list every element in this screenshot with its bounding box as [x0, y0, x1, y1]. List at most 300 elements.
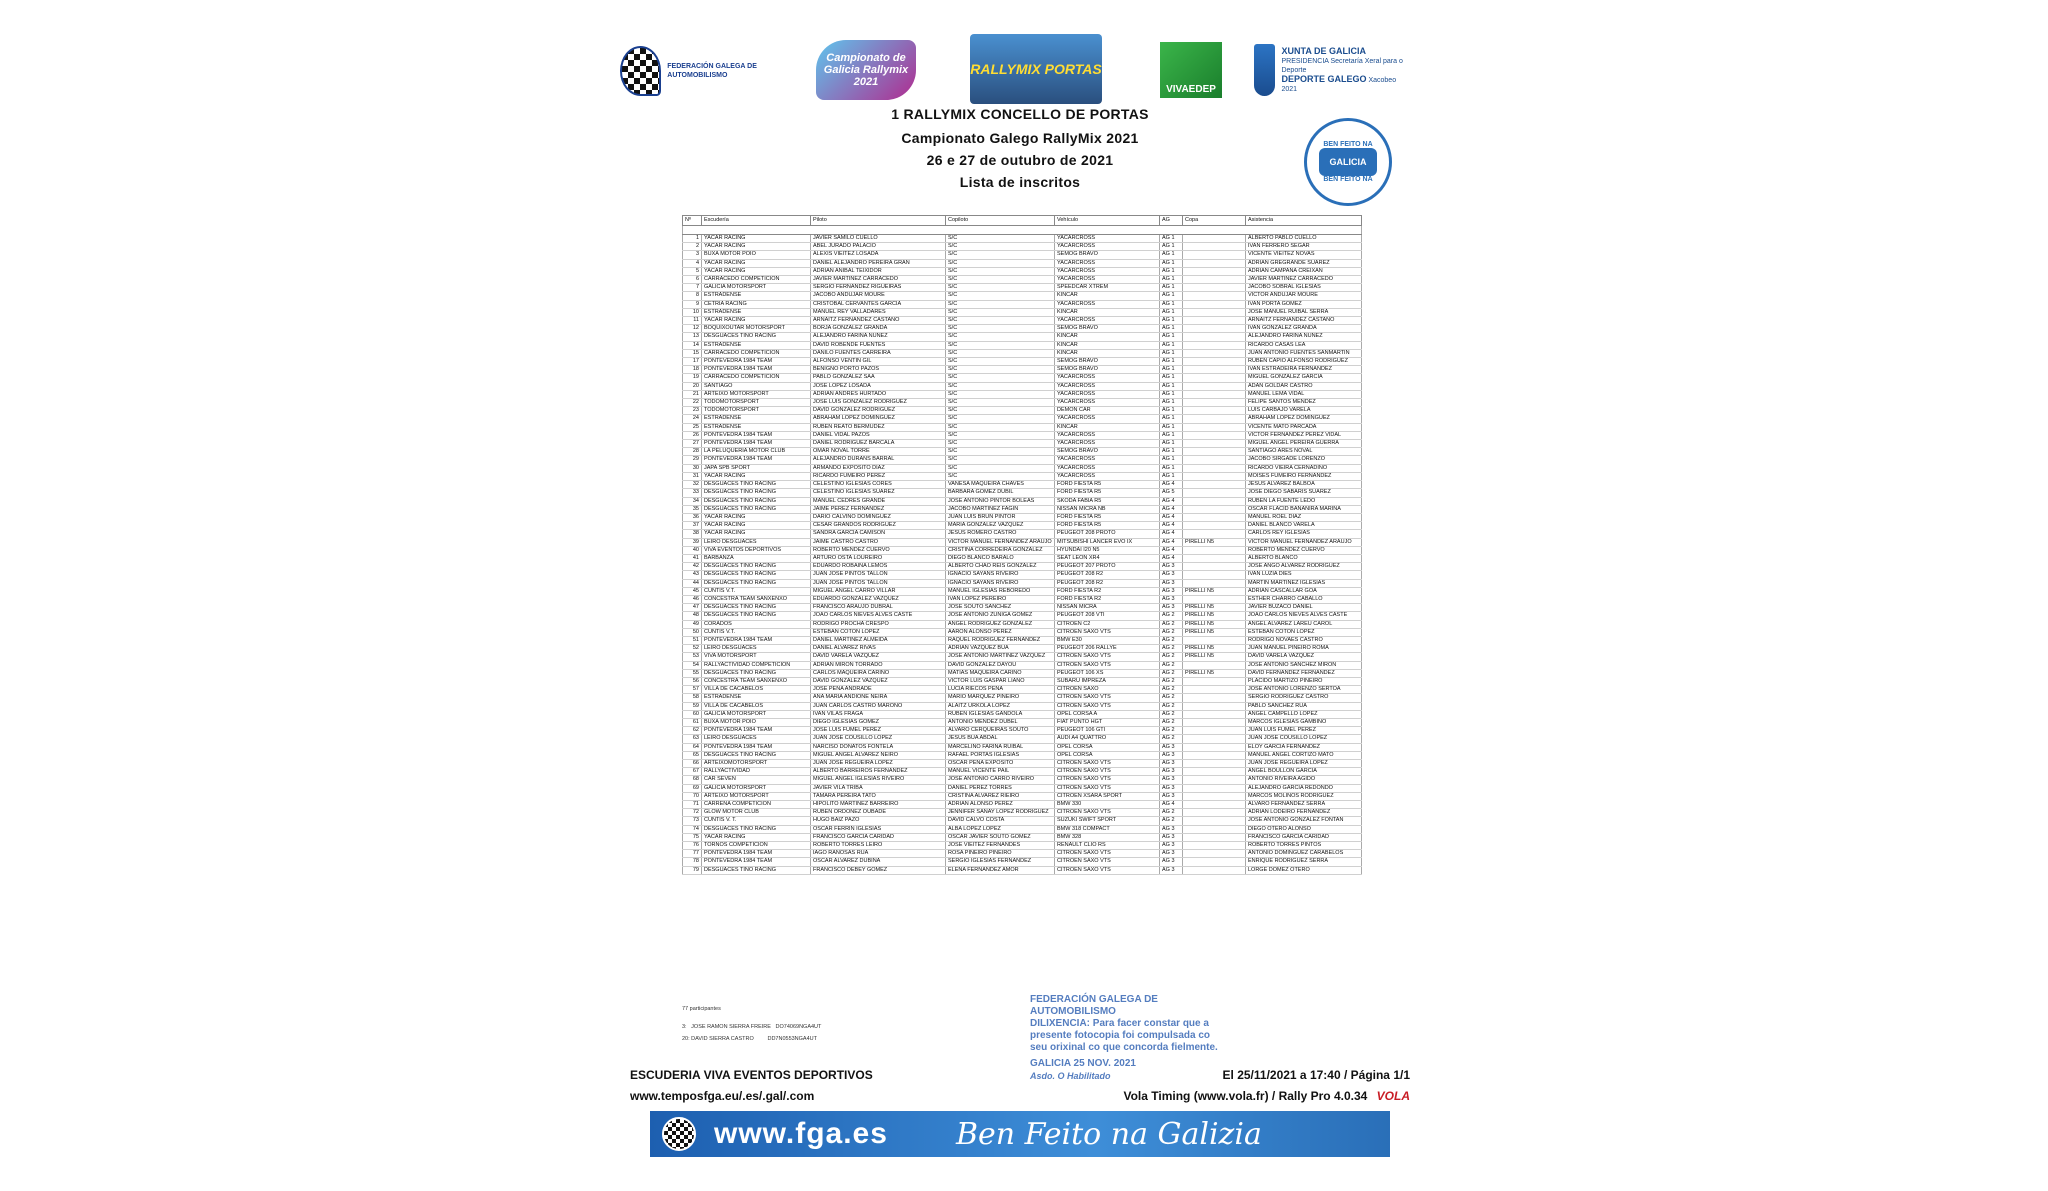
cell-codriver: S/C [946, 243, 1055, 251]
cell-team: CETRIA RACING [702, 300, 811, 308]
cell-driver: IAGO RAÑOSAS RUA [811, 850, 946, 858]
cell-vehicle: KINCAR [1055, 333, 1160, 341]
cell-group: AG 2 [1160, 735, 1183, 743]
cell-group: AG 1 [1160, 415, 1183, 423]
cell-codriver: ALVARO CERQUEIRAS SOUTO [946, 727, 1055, 735]
cell-vehicle: DEMON CAR [1055, 407, 1160, 415]
cell-vehicle: KINCAR [1055, 292, 1160, 300]
cell-no: 29 [683, 456, 702, 464]
cell-driver: JOSE LUIS FUMEL PEREZ [811, 727, 946, 735]
cell-team: GALICIA MOTORSPORT [702, 784, 811, 792]
cell-cup [1183, 235, 1246, 243]
cell-driver: CARLOS MAQUEIRA CARIÑO [811, 669, 946, 677]
cell-assistance: ESTHER CHARRO CABALLO [1246, 595, 1362, 603]
cell-group: AG 1 [1160, 382, 1183, 390]
cell-assistance: MIGUEL GONZALEZ GARCIA [1246, 374, 1362, 382]
cell-cup [1183, 390, 1246, 398]
cell-vehicle: YACARCROSS [1055, 317, 1160, 325]
cell-codriver: JOSE ANTONIO PINTOR BOLEAS [946, 497, 1055, 505]
table-row [683, 636, 1362, 644]
cell-assistance: ALEJANDRO GARCÍA REDONDO [1246, 784, 1362, 792]
cell-driver: ABEL JURADO PALACIO [811, 243, 946, 251]
cell-vehicle: AUDI A4 QUATTRO [1055, 735, 1160, 743]
cell-codriver: ALBA LOPEZ LÓPEZ [946, 825, 1055, 833]
cell-group: AG 2 [1160, 809, 1183, 817]
cell-group: AG 4 [1160, 801, 1183, 809]
cell-vehicle: CITROEN SAXO VTS [1055, 694, 1160, 702]
cell-driver: OSCAR FERRIN IGLESIAS [811, 825, 946, 833]
cell-cup [1183, 735, 1246, 743]
cell-no: 27 [683, 440, 702, 448]
cell-driver: DARIO CALVIÑO DOMINGUEZ [811, 513, 946, 521]
cell-no: 24 [683, 415, 702, 423]
cell-assistance: DIEGO OTERO ALONSO [1246, 825, 1362, 833]
cell-no: 69 [683, 784, 702, 792]
cell-group: AG 1 [1160, 333, 1183, 341]
cell-codriver: ALAITZ URKOLA LOPEZ [946, 702, 1055, 710]
cell-assistance: LORGE DOMEZ OTERO [1246, 866, 1362, 874]
cell-vehicle: BMW E30 [1055, 636, 1160, 644]
cell-assistance: JOSE ANTONIO GONZALEZ FONTAN [1246, 817, 1362, 825]
cell-assistance: VICTOR MANUEL FERNANDEZ ARAUJO [1246, 538, 1362, 546]
cell-codriver: JOSE ANTONIO CARRO RIVEIRO [946, 776, 1055, 784]
cell-cup [1183, 686, 1246, 694]
table-row [683, 743, 1362, 751]
cell-team: BUXA MOTOR POIO [702, 718, 811, 726]
cell-no: 10 [683, 308, 702, 316]
table-row [683, 333, 1362, 341]
cell-driver: MIGUEL ANGEL ALVAREZ NEIRO [811, 751, 946, 759]
cell-cup [1183, 546, 1246, 554]
cell-driver: CESAR GRANDOS RODRIGUEZ [811, 522, 946, 530]
cell-cup [1183, 415, 1246, 423]
cell-cup [1183, 702, 1246, 710]
cell-cup [1183, 522, 1246, 530]
cell-codriver: SERGIO IGLESIAS FERNÁNDEZ [946, 858, 1055, 866]
cell-codriver: JOSE SOUTO SANCHEZ [946, 604, 1055, 612]
cell-codriver: S/C [946, 399, 1055, 407]
cell-codriver: S/C [946, 317, 1055, 325]
cell-no: 38 [683, 530, 702, 538]
cell-team: DESGUACES TINO RACING [702, 669, 811, 677]
table-row [683, 423, 1362, 431]
cell-assistance: ALBERTO BLANCO [1246, 554, 1362, 562]
cell-assistance: JOSE ANGO ALVAREZ RODRIGUEZ [1246, 563, 1362, 571]
cell-cup [1183, 850, 1246, 858]
cell-vehicle: FORD FIESTA R5 [1055, 513, 1160, 521]
table-row [683, 251, 1362, 259]
cell-no: 7 [683, 284, 702, 292]
cell-vehicle: YACARCROSS [1055, 440, 1160, 448]
cell-no: 63 [683, 735, 702, 743]
cell-cup: PIRELLI N5 [1183, 653, 1246, 661]
ben-feito-seal [1304, 118, 1392, 206]
cell-vehicle: YACARCROSS [1055, 399, 1160, 407]
cell-cup [1183, 333, 1246, 341]
cell-cup [1183, 768, 1246, 776]
cell-cup [1183, 579, 1246, 587]
cell-codriver: S/C [946, 276, 1055, 284]
cell-no: 3 [683, 251, 702, 259]
cell-vehicle: YACARCROSS [1055, 415, 1160, 423]
vivaedep-logo: VIVAEDEP [1160, 42, 1222, 98]
table-row [683, 604, 1362, 612]
cell-vehicle: SEAT LEON XR4 [1055, 554, 1160, 562]
cell-driver: HIPOLITO MARTINEZ BARREIRO [811, 801, 946, 809]
cell-codriver: S/C [946, 284, 1055, 292]
cell-team: CUNTIS V.T. [702, 587, 811, 595]
cell-group: AG 2 [1160, 628, 1183, 636]
cell-cup [1183, 464, 1246, 472]
cell-vehicle: KINCAR [1055, 341, 1160, 349]
cell-no: 60 [683, 710, 702, 718]
cell-assistance: ROBERTO MENDEZ CUERVO [1246, 546, 1362, 554]
cell-driver: NARCISO DONATOS FONTELA [811, 743, 946, 751]
cell-group: AG 4 [1160, 497, 1183, 505]
cell-codriver: ROSA PIÑEIRO PIÑEIRO [946, 850, 1055, 858]
cell-driver: ALEJANDRO DURANS BARRAL [811, 456, 946, 464]
cell-vehicle: PEUGEOT 106 GTI [1055, 727, 1160, 735]
cell-vehicle: SEMOG BRAVO [1055, 366, 1160, 374]
cell-assistance: RICARDO CASAS LEA [1246, 341, 1362, 349]
cell-group: AG 1 [1160, 317, 1183, 325]
xunta-logo [1254, 40, 1404, 100]
cell-no: 50 [683, 628, 702, 636]
cell-cup [1183, 743, 1246, 751]
cell-team: DESGUACES TINO RACING [702, 563, 811, 571]
table-row [683, 505, 1362, 513]
table-row [683, 809, 1362, 817]
cell-assistance: DANIEL BLANCO VARELA [1246, 522, 1362, 530]
cell-group: AG 1 [1160, 366, 1183, 374]
table-row [683, 792, 1362, 800]
cell-group: AG 1 [1160, 464, 1183, 472]
cell-group: AG 3 [1160, 563, 1183, 571]
cell-group: AG 3 [1160, 776, 1183, 784]
cell-driver: MANUEL REY VALLADARES [811, 308, 946, 316]
cell-assistance: JAVIER MARTINEZ CARRACEDO [1246, 276, 1362, 284]
cell-group: AG 1 [1160, 349, 1183, 357]
cell-group: AG 1 [1160, 456, 1183, 464]
table-row [683, 801, 1362, 809]
cell-group: AG 3 [1160, 751, 1183, 759]
cell-team: CARREÑA COMPETICION [702, 801, 811, 809]
cell-no: 79 [683, 866, 702, 874]
cell-vehicle: PEUGEOT 106 XS [1055, 669, 1160, 677]
cell-codriver: S/C [946, 267, 1055, 275]
cell-driver: JUAN JOSE REGUEIRA LOPEZ [811, 760, 946, 768]
cell-team: ESTRADENSE [702, 415, 811, 423]
cell-group: AG 3 [1160, 587, 1183, 595]
cell-group: AG 1 [1160, 374, 1183, 382]
cell-assistance: ALBERTO PABLO CUELLO [1246, 235, 1362, 243]
cell-vehicle: YACARCROSS [1055, 464, 1160, 472]
cell-no: 12 [683, 325, 702, 333]
cell-vehicle: CITROEN SAXO VTS [1055, 760, 1160, 768]
cell-driver: MANUEL CEDRES GRANDE [811, 497, 946, 505]
banner-url[interactable]: www.fga.es [714, 1117, 888, 1150]
cell-no: 13 [683, 333, 702, 341]
cell-team: PONTEVEDRA 1984 TEAM [702, 743, 811, 751]
cell-driver: DANILO FUENTES CARREIRA [811, 349, 946, 357]
cell-group: AG 5 [1160, 489, 1183, 497]
cell-assistance: ANGEL CAMPELLO LOPEZ [1246, 710, 1362, 718]
cell-team: CARRACEDO COMPETICIÓN [702, 349, 811, 357]
cell-vehicle: CITROEN SAXO VTS [1055, 809, 1160, 817]
print-timestamp: El 25/11/2021 a 17:40 / Página 1/1 [1222, 1068, 1410, 1082]
cell-group: AG 4 [1160, 538, 1183, 546]
cell-group: AG 2 [1160, 653, 1183, 661]
cell-vehicle: CITROEN SAXO VTS [1055, 858, 1160, 866]
cell-vehicle: YACARCROSS [1055, 243, 1160, 251]
cell-codriver: MARCELINO FARIÑA RUIBAL [946, 743, 1055, 751]
table-row [683, 735, 1362, 743]
cell-group: AG 2 [1160, 727, 1183, 735]
table-row [683, 784, 1362, 792]
cell-cup [1183, 718, 1246, 726]
cell-assistance: ENRIQUE RODRIGUEZ SERRA [1246, 858, 1362, 866]
cell-codriver: S/C [946, 349, 1055, 357]
cell-vehicle: NISSAN MICRA NB [1055, 505, 1160, 513]
table-row [683, 431, 1362, 439]
cell-group: AG 3 [1160, 784, 1183, 792]
cell-vehicle: FORD FIESTA R2 [1055, 595, 1160, 603]
cell-vehicle: FORD FIESTA R5 [1055, 489, 1160, 497]
cell-driver: DAVID ROBENDE FUENTES [811, 341, 946, 349]
cell-group: AG 3 [1160, 571, 1183, 579]
table-row [683, 399, 1362, 407]
cell-team: CONCESTRA TEAM SANXENXO [702, 677, 811, 685]
cell-driver: ALEXIS VIEITEZ LOSADA [811, 251, 946, 259]
cell-codriver: BARBARA GOMEZ DUBIL [946, 489, 1055, 497]
cell-driver: BENIGNO PORTO PAZOS [811, 366, 946, 374]
cell-cup [1183, 513, 1246, 521]
cell-driver: RODRIGO PROCHA CRESPO [811, 620, 946, 628]
cell-codriver: S/C [946, 407, 1055, 415]
cell-group: AG 1 [1160, 423, 1183, 431]
event-dates: 26 e 27 de outubro de 2021 [926, 152, 1114, 168]
cell-cup [1183, 366, 1246, 374]
cell-driver: ABRAHAM LÓPEZ DOMÍNGUEZ [811, 415, 946, 423]
cell-no: 21 [683, 390, 702, 398]
cell-cup [1183, 472, 1246, 480]
table-row [683, 267, 1362, 275]
cell-codriver: ANGEL RODRIGUEZ GONZALEZ [946, 620, 1055, 628]
table-row [683, 776, 1362, 784]
cell-assistance: SERGIO RODRIGUEZ CASTRO [1246, 694, 1362, 702]
cell-vehicle: OPEL CORSA [1055, 743, 1160, 751]
cell-no: 51 [683, 636, 702, 644]
cell-codriver: CRISTINA CORREDEIRA GONZALEZ [946, 546, 1055, 554]
cell-assistance: MARCOS MOLINOS RODRIGUEZ [1246, 792, 1362, 800]
table-row [683, 472, 1362, 480]
table-row [683, 669, 1362, 677]
cell-team: PONTEVEDRA 1984 TEAM [702, 366, 811, 374]
cell-assistance: IVAN ESTRADEIRA FERNANDEZ [1246, 366, 1362, 374]
cell-no: 41 [683, 554, 702, 562]
cell-driver: OSCAR ALVAREZ DUBIÑA [811, 858, 946, 866]
cell-team: ARTEIXO MOTORSPORT [702, 792, 811, 800]
col-vehicle: Vehículo [1055, 216, 1160, 226]
cell-team: BOQUIXOUTAR MOTORSPORT [702, 325, 811, 333]
cell-cup [1183, 267, 1246, 275]
table-row [683, 645, 1362, 653]
cell-group: AG 2 [1160, 636, 1183, 644]
cell-no: 75 [683, 833, 702, 841]
cell-group: AG 3 [1160, 743, 1183, 751]
cell-vehicle: YACARCROSS [1055, 235, 1160, 243]
cell-team: VIVA EVENTOS DEPORTIVOS [702, 546, 811, 554]
cell-no: 67 [683, 768, 702, 776]
cell-codriver: VICTOR MANUEL FERNANDEZ ARAUJO [946, 538, 1055, 546]
cell-assistance: JUAN ANTONIO FUENTES SANMARTIN [1246, 349, 1362, 357]
cell-team: CAR SEVEN [702, 776, 811, 784]
cell-assistance: FRANCISCO GARCIA CARIDAD [1246, 833, 1362, 841]
cell-codriver: ALBERTO CHAO REIS GONZALEZ [946, 563, 1055, 571]
cell-vehicle: OPEL CORSA [1055, 751, 1160, 759]
cell-no: 66 [683, 760, 702, 768]
cell-codriver: LUCIA RIECOS PENA [946, 686, 1055, 694]
cell-no: 46 [683, 595, 702, 603]
cell-assistance: PABLO SANCHEZ RUA [1246, 702, 1362, 710]
cell-driver: JOAO CARLOS NIEVES ALVES CASTE [811, 612, 946, 620]
cell-driver: DAVID VARELA VAZQUEZ [811, 653, 946, 661]
cell-vehicle: FIAT PUNTO HGT [1055, 718, 1160, 726]
cell-vehicle: HYUNDAI I20 N5 [1055, 546, 1160, 554]
cell-team: CARRACEDO COMPETICIÓN [702, 374, 811, 382]
cell-group: AG 3 [1160, 825, 1183, 833]
cell-vehicle: YACARCROSS [1055, 431, 1160, 439]
xunta-subtitle: PRESIDENCIA Secretaría Xeral para o Deporte [1281, 57, 1403, 74]
cell-cup [1183, 866, 1246, 874]
col-cup: Copa [1183, 216, 1246, 226]
cell-team: DESGUACES TINO RACING [702, 604, 811, 612]
cell-driver: JACOBO ANDUJAR MOURE [811, 292, 946, 300]
cell-no: 45 [683, 587, 702, 595]
cell-no: 65 [683, 751, 702, 759]
cell-no: 15 [683, 349, 702, 357]
table-row [683, 620, 1362, 628]
cell-no: 58 [683, 694, 702, 702]
cell-driver: PABLO GONZALEZ SAA [811, 374, 946, 382]
cell-team: PONTEVEDRA 1984 TEAM [702, 850, 811, 858]
cell-no: 30 [683, 464, 702, 472]
cell-assistance: ROBERTO TORRES PINTOS [1246, 842, 1362, 850]
cell-vehicle: KINCAR [1055, 308, 1160, 316]
cell-team: LEIRO DESGUACES [702, 735, 811, 743]
cell-group: AG 2 [1160, 661, 1183, 669]
cell-team: RALLYACTIVIDAD [702, 768, 811, 776]
vola-logo: VOLA [1376, 1089, 1410, 1103]
footer-bottom [630, 1089, 1410, 1103]
stamp-federation: FEDERACIÓN GALEGA DE AUTOMOBILISMO [1030, 994, 1158, 1017]
col-group: AG [1160, 216, 1183, 226]
cell-vehicle: NISSAN MICRA [1055, 604, 1160, 612]
cell-codriver: RAFAEL PORTAS IGLESIAS [946, 751, 1055, 759]
cell-no: 52 [683, 645, 702, 653]
cell-group: AG 3 [1160, 858, 1183, 866]
cell-codriver: S/C [946, 431, 1055, 439]
cell-no: 39 [683, 538, 702, 546]
cell-driver: ARNAITZ FERNANDEZ CASTAÑO [811, 317, 946, 325]
table-row [683, 686, 1362, 694]
cell-no: 62 [683, 727, 702, 735]
cell-team: DESGUACES TINO RACING [702, 489, 811, 497]
fga-banner [650, 1111, 1390, 1157]
cell-team: YACAR RACING [702, 522, 811, 530]
cell-assistance: MARTIN MARTINEZ IGLESIAS [1246, 579, 1362, 587]
cell-team: DESGUACES TINO RACING [702, 751, 811, 759]
cell-cup [1183, 349, 1246, 357]
cell-driver: JAIME CASTRO CASTRO [811, 538, 946, 546]
table-row [683, 628, 1362, 636]
cell-group: AG 3 [1160, 833, 1183, 841]
cell-team: ARTEIXO MOTORSPORT [702, 390, 811, 398]
cell-assistance: ADRIAN CAMPAÑA CREIXAN [1246, 267, 1362, 275]
cell-cup [1183, 284, 1246, 292]
table-row [683, 464, 1362, 472]
cell-assistance: SANTIAGO ARES NOVAL [1246, 448, 1362, 456]
cell-assistance: ADAN GOLDAR CASTRO [1246, 382, 1362, 390]
cell-team: GALICIA MOTORSPORT [702, 284, 811, 292]
cell-cup [1183, 431, 1246, 439]
cell-assistance: ARNAITZ FERNANDEZ CASTAÑO [1246, 317, 1362, 325]
table-row [683, 546, 1362, 554]
cell-group: AG 1 [1160, 259, 1183, 267]
table-row [683, 768, 1362, 776]
cell-codriver: S/C [946, 415, 1055, 423]
cell-vehicle: PEUGEOT 206 RALLYE [1055, 645, 1160, 653]
cell-codriver: S/C [946, 325, 1055, 333]
results-website[interactable]: www.temposfga.eu/.es/.gal/.com [630, 1089, 815, 1103]
table-row [683, 842, 1362, 850]
cell-cup [1183, 842, 1246, 850]
cell-assistance: JAVIER BUZACO DANIEL [1246, 604, 1362, 612]
cell-codriver: S/C [946, 464, 1055, 472]
cell-driver: ADRIAN MIRON TORRADO [811, 661, 946, 669]
cell-cup [1183, 456, 1246, 464]
cell-driver: ALEJANDRO FARIÑA NUÑEZ [811, 333, 946, 341]
organizer: ESCUDERIA VIVA EVENTOS DEPORTIVOS [630, 1068, 873, 1082]
cell-driver: JAVIER VILA TRIBA [811, 784, 946, 792]
cell-group: AG 2 [1160, 694, 1183, 702]
cell-group: AG 4 [1160, 546, 1183, 554]
cell-no: 40 [683, 546, 702, 554]
cell-assistance: ANTONIO DOMINGUEZ CARABELOS [1246, 850, 1362, 858]
cell-assistance: ADRIAN CASCALLAR GÓA [1246, 587, 1362, 595]
cell-group: AG 1 [1160, 235, 1183, 243]
cell-no: 53 [683, 653, 702, 661]
cell-driver: DIEGO IGLESIAS GÓMEZ [811, 718, 946, 726]
cell-no: 73 [683, 817, 702, 825]
cell-vehicle: KINCAR [1055, 349, 1160, 357]
cell-assistance: DAVID FERNANDEZ FERNANDEZ [1246, 669, 1362, 677]
cell-assistance: JUAN LUIS FUMEL PEREZ [1246, 727, 1362, 735]
table-row [683, 358, 1362, 366]
cell-group: AG 1 [1160, 341, 1183, 349]
sponsor-logos [620, 40, 1420, 102]
cell-group: AG 2 [1160, 718, 1183, 726]
cell-cup [1183, 710, 1246, 718]
cell-no: 4 [683, 259, 702, 267]
cell-no: 28 [683, 448, 702, 456]
cell-group: AG 2 [1160, 620, 1183, 628]
cell-team: YACAR RACING [702, 513, 811, 521]
cell-codriver: DAVID GONZALEZ DAYOU [946, 661, 1055, 669]
cell-driver: JAVIER MARTINEZ CARRACEDO [811, 276, 946, 284]
table-row [683, 390, 1362, 398]
cell-assistance: MANUEL ROEL DIAZ [1246, 513, 1362, 521]
